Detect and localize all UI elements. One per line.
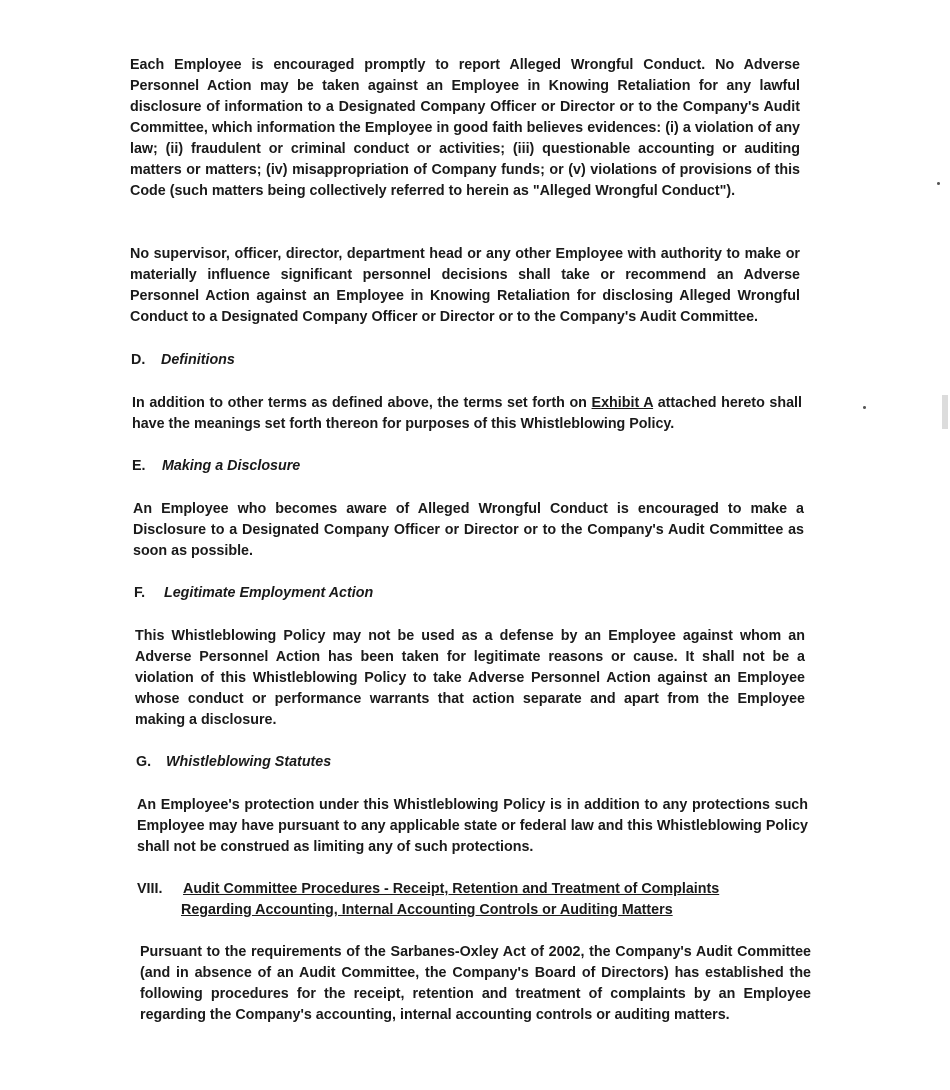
section-viii-text: Pursuant to the requirements of the Sarbanes-Oxley Act of 2002, the Company's Audit Committee (and in absence of an Audit Committee, the Company's Board of Directors) has established the following procedures for the receipt, retention and treatment of complaints by an Employee regarding the Company's accounting, internal accounting controls or auditing matters. [140,944,811,1023]
section-e-heading [132,456,300,477]
section-d-heading [131,350,235,371]
section-viii-heading [137,879,811,921]
section-g-heading [136,752,331,773]
section-f-title: Legitimate Employment Action [164,585,374,601]
scan-speck [863,406,866,409]
scan-edge-mark [942,395,948,429]
exhibit-a-link[interactable]: Exhibit A [591,395,654,411]
section-g-text: An Employee's protection under this Whistleblowing Policy is in addition to any protections such Employee may have pursuant to any applicable state or federal law and this Whistleblowing Policy shall not be construed as limiting any of such protections. [137,797,808,855]
section-e-text: An Employee who becomes aware of Alleged Wrongful Conduct is encouraged to make a Disclosure to a Designated Company Officer or Director or to the Company's Audit Committee as soon as possible. [133,501,804,559]
section-e-title: Making a Disclosure [162,458,301,474]
scan-speck [937,182,940,185]
section-viii-number: VIII. [137,881,163,897]
section-d-title: Definitions [161,352,235,368]
paragraph-no-retaliation: No supervisor, officer, director, department head or any other Employee with authority to make or materially influence significant personnel decisions shall take or recommend an Adverse Personnel Action against an Employee in Knowing Retaliation for disclosing Alleged Wrongful Conduct to a Designated Company Officer or Director or to the Company's Audit Committee. [130,246,800,325]
section-f-letter: F. [134,585,146,601]
section-viii-title-line1: Audit Committee Procedures - Receipt, Retention and Treatment of Complaints [183,881,720,897]
section-e-letter: E. [132,458,146,474]
section-d-text-before: In addition to other terms as defined above, the terms set forth on [132,395,592,411]
paragraph-alleged-wrongful-conduct: Each Employee is encouraged promptly to report Alleged Wrongful Conduct. No Adverse Personnel Action may be taken against an Employee in Knowing Retaliation for any lawful disclosure of information to a Designated Company Officer or Director or to the Company's Audit Committee, which information the Employee in good faith believes evidences: (i) a violation of any law; (ii) fraudulent or criminal conduct or activities; (iii) questionable accounting or auditing matters or matters; (iv) misappropriation of Company funds; or (v) violations of provisions of this Code (such matters being collectively referred to herein as "Alleged Wrongful Conduct"). [130,57,800,199]
section-g-letter: G. [136,754,152,770]
section-g-title: Whistleblowing Statutes [166,754,332,770]
section-f-heading [134,583,373,604]
section-f-text: This Whistleblowing Policy may not be used as a defense by an Employee against whom an Adverse Personnel Action has been taken for legitimate reasons or cause. It shall not be a violation of this Whistleblowing Policy to take Adverse Personnel Action against an Employee whose conduct or performance warrants that action separate and apart from the Employee making a disclosure. [135,628,805,728]
section-d-text-after: attached hereto shall have the meanings set forth thereon for purposes of this Whistleblowing Policy. [132,395,802,432]
section-d-letter: D. [131,352,146,368]
section-d-text [132,393,802,435]
section-viii-title-line2: Regarding Accounting, Internal Accounting Controls or Auditing Matters [181,902,673,918]
